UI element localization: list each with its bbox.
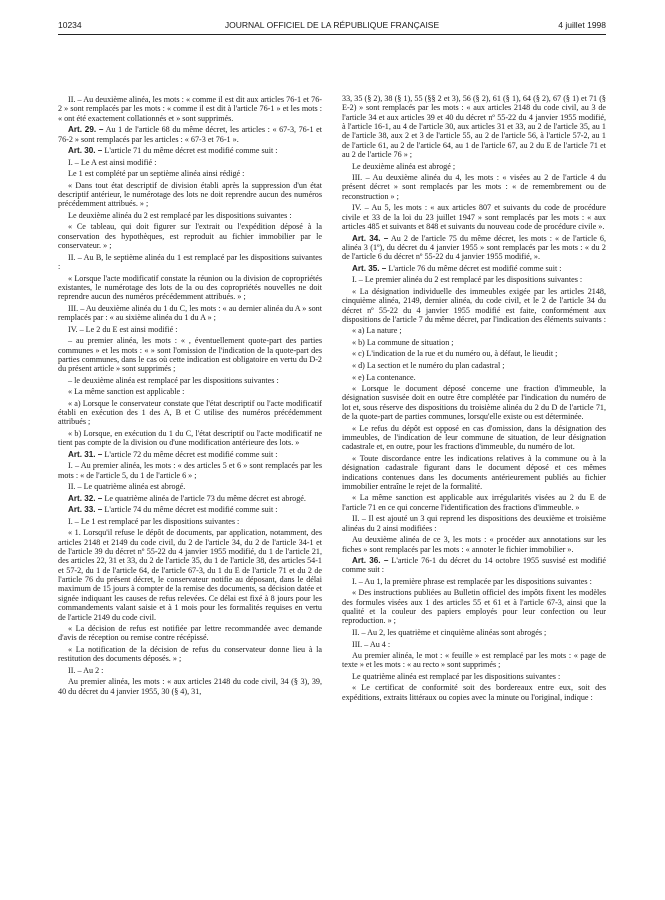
article-heading: Art. 33. – bbox=[68, 505, 103, 515]
paragraph-text: II. – Au 2 : bbox=[68, 665, 104, 675]
paragraph bbox=[58, 253, 322, 272]
paragraph bbox=[342, 424, 606, 452]
paragraph bbox=[342, 373, 606, 382]
paragraph-text: L'article 76-1 du décret du 14 octobre 1955 susvisé est modifié comme suit : bbox=[342, 556, 606, 575]
paragraph bbox=[342, 384, 606, 421]
paragraph-text: II. – Au 2, les quatrième et cinquième alinéas sont abrogés ; bbox=[352, 628, 547, 637]
paragraph-text: « Des instructions publiées au Bulletin officiel des impôts fixent les modèles des formules visées aux 1 des articles 55 et 61 et à l'article 67-3, ainsi que la qualité et la couleur des papiers employés pour leur confection ou leur reproduction. » ; bbox=[342, 588, 606, 626]
paragraph-text: I. – Au premier alinéa, les mots : « des articles 5 et 6 » sont remplacés par les mots : « de l'article 5, du 1 de l'article 6 » ; bbox=[58, 461, 322, 480]
paragraph bbox=[58, 677, 322, 696]
article-heading: Art. 31. – bbox=[68, 449, 103, 459]
paragraph-text: Au 1 de l'article 68 du même décret, les articles : « 67-3, 76-1 et 76-2 » sont remplacés par les articles : « 67-3 et 76-1 ». bbox=[58, 125, 322, 144]
paragraph-text: « Ce tableau, qui doit figurer sur l'extrait ou l'expédition déposé à la conservation des hypothèques, est reproduit au fichier immobilier par le conservateur. » ; bbox=[58, 222, 322, 251]
paragraph bbox=[58, 211, 322, 220]
paragraph bbox=[342, 326, 606, 335]
paragraph bbox=[58, 336, 322, 373]
paragraph bbox=[342, 338, 606, 347]
paragraph bbox=[342, 514, 606, 533]
left-column bbox=[58, 95, 322, 698]
paragraph-text: Le deuxième alinéa est abrogé ; bbox=[352, 161, 456, 171]
paragraph-text: III. – Au 4 : bbox=[352, 639, 391, 649]
paragraph-text: « La désignation individuelle des immeubles exigée par les articles 2148, cinquième alinéa, 2149, dernier alinéa, du code civil, et le 2 de l'article 34 du décret nº 55-22 du 4 janvier 1955 modifié est faite, conformément aux dispositions de l'article 7 du même décret, par l'indication des éléments suivants : bbox=[342, 286, 606, 324]
paragraph-text: L'article 72 du même décret est modifié comme suit : bbox=[104, 449, 278, 459]
paragraph bbox=[58, 450, 322, 459]
paragraph-text: I. – Au 1, la première phrase est remplacée par les dispositions suivantes : bbox=[352, 576, 592, 586]
paragraph-text: L'article 76 du même décret est modifié comme suit : bbox=[388, 263, 562, 273]
paragraph bbox=[342, 454, 606, 491]
paragraph bbox=[342, 203, 606, 231]
header-rule bbox=[58, 34, 606, 35]
paragraph bbox=[58, 399, 322, 427]
paragraph-text: – au premier alinéa, les mots : « , éventuellement quote-part des parties communes » et les mots : « » sont l'omission de l'indication de la quote-part des parties communes, dans le cas où cette indication est obligatoire en vertu du D-2 du présent article » sont supprimés ; bbox=[58, 336, 322, 374]
paragraph-text: I. – Le 1 est remplacé par les dispositions suivantes : bbox=[68, 516, 240, 526]
paragraph-text: L'article 74 du même décret est modifié comme suit : bbox=[104, 505, 278, 515]
paragraph-text: Le 1 est complété par un septième alinéa ainsi rédigé : bbox=[68, 169, 245, 179]
paragraph bbox=[342, 683, 606, 702]
paragraph bbox=[342, 577, 606, 586]
paragraph bbox=[342, 672, 606, 681]
paragraph bbox=[342, 234, 606, 262]
paragraph bbox=[58, 645, 322, 664]
article-heading: Art. 35. – bbox=[352, 263, 387, 273]
paragraph-text: « Toute discordance entre les indications relatives à la commune ou à la désignation cadastrale figurant dans le document déposé et ces mêmes indications contenues dans les documents antérieurement publiés au fichier immobilier entraîne le rejet de la formalité. bbox=[342, 453, 606, 491]
paragraph bbox=[58, 325, 322, 334]
paragraph-text: « Le refus du dépôt est opposé en cas d'omission, dans la désignation des immeubles, de l'indication de leur commune de situation, de leur désignation cadastrale et, en outre, pour les fractions d'immeuble, du numéro de lot. bbox=[342, 423, 606, 452]
paragraph-text: IV. – Le 2 du E est ainsi modifié : bbox=[68, 324, 178, 334]
paragraph bbox=[342, 556, 606, 575]
article-heading: Art. 29. – bbox=[68, 125, 104, 135]
paragraph bbox=[342, 628, 606, 637]
paragraph bbox=[58, 125, 322, 144]
paragraph-text: I. – Le A est ainsi modifié : bbox=[68, 157, 157, 167]
paragraph-text: II. – Il est ajouté un 3 qui reprend les dispositions des deuxième et troisième alinéas du 2 ainsi modifiées : bbox=[342, 514, 606, 533]
paragraph bbox=[58, 505, 322, 514]
paragraph-text: « Lorsque le document déposé concerne une fraction d'immeuble, la désignation susvisée doit en outre être complétée par l'indication du numéro de lot et, sous réserve des dispositions du troisième alinéa du 2 du D de l'article 71, de la quote-part de parties communes, lorsqu'elle existe ou est déterminée. bbox=[342, 384, 606, 422]
paragraph bbox=[342, 640, 606, 649]
paragraph bbox=[342, 349, 606, 358]
paragraph-text: « a) Lorsque le conservateur constate que l'état descriptif ou l'acte modificatif établi en exécution des 1 des A, B et C utilise des numéros précédemment attribués ; bbox=[58, 398, 322, 427]
paragraph-text: IV. – Au 5, les mots : « aux articles 807 et suivants du code de procédure civile et 33 de la loi du 23 juillet 1947 » sont remplacés par les mots : « aux articles 485 et suivants et 848 et suivants du nouveau code de procédure civile ». bbox=[342, 203, 606, 232]
paragraph-text: Le deuxième alinéa du 2 est remplacé par les dispositions suivantes : bbox=[68, 210, 292, 220]
journal-title: JOURNAL OFFICIEL DE LA RÉPUBLIQUE FRANÇAISE bbox=[224, 20, 440, 30]
paragraph-text: III. – Au deuxième alinéa du 1 du C, les mots : « au dernier alinéa du A » sont remplacés par : « au sixième alinéa du 1 du A » ; bbox=[58, 303, 322, 323]
article-heading: Art. 34. – bbox=[352, 233, 389, 243]
paragraph bbox=[58, 181, 322, 209]
paragraph-text: II. – Au deuxième alinéa, les mots : « comme il est dit aux articles 76-1 et 76-2 » sont remplacés par les mots : « comme il est dit à l'article 76-1 » et les mots : « ont été exactement collationnés et » sont supprimés. bbox=[58, 95, 322, 123]
paragraph bbox=[342, 361, 606, 370]
paragraph-text: « La même sanction est applicable : bbox=[68, 387, 185, 397]
issue-date: 4 juillet 1998 bbox=[558, 20, 606, 30]
paragraph bbox=[342, 493, 606, 512]
paragraph-text: « Le certificat de conformité soit des bordereaux entre eux, soit des expéditions, extraits littéraux ou copies avec la minute ou l'original, indique : bbox=[342, 683, 606, 702]
paragraph bbox=[342, 264, 606, 273]
paragraph bbox=[342, 275, 606, 284]
paragraph-text: III. – Au deuxième alinéa du 4, les mots : « visées au 2 de l'article 4 du présent décret » sont remplacés par les mots : « de remembrement ou de reconstruction » ; bbox=[342, 173, 606, 201]
paragraph bbox=[58, 146, 322, 155]
paragraph-text: « a) La nature ; bbox=[352, 326, 402, 336]
page-number: 10234 bbox=[58, 20, 82, 30]
paragraph bbox=[58, 387, 322, 396]
paragraph bbox=[342, 287, 606, 324]
paragraph-text: Au premier alinéa, les mots : « aux articles 2148 du code civil, 34 (§ 3), 39, 40 du décret du 4 janvier 1955, 30 (§ 4), 31, bbox=[58, 677, 322, 696]
article-heading: Art. 30. – bbox=[68, 146, 103, 156]
paragraph-text: « b) La commune de situation ; bbox=[352, 337, 454, 347]
paragraph bbox=[342, 535, 606, 554]
paragraph-text: « La décision de refus est notifiée par lettre recommandée avec demande d'avis de réception ou remise contre récépissé. bbox=[58, 624, 322, 643]
paragraph bbox=[58, 95, 322, 123]
right-column bbox=[342, 94, 606, 704]
paragraph-text: « La notification de la décision de refus du conservateur donne lieu à la restitution des documents déposés. » ; bbox=[58, 644, 322, 664]
paragraph-text: L'article 71 du même décret est modifié comme suit : bbox=[104, 146, 278, 156]
paragraph-text: « e) La contenance. bbox=[352, 372, 416, 382]
paragraph bbox=[342, 173, 606, 201]
paragraph-text: Le quatrième alinéa est remplacé par les dispositions suivantes : bbox=[352, 671, 561, 681]
paragraph-text: « d) La section et le numéro du plan cadastral ; bbox=[352, 361, 505, 370]
paragraph bbox=[58, 624, 322, 643]
paragraph-text: II. – Le quatrième alinéa est abrogé. bbox=[68, 482, 186, 492]
paragraph-text: Au premier alinéa, le mot : « feuille » est remplacé par les mots : « page de texte » et les mots : « au recto » sont supprimés ; bbox=[342, 651, 606, 670]
paragraph bbox=[58, 158, 322, 167]
paragraph bbox=[342, 588, 606, 625]
paragraph-text: – le deuxième alinéa est remplacé par les dispositions suivantes : bbox=[68, 375, 279, 385]
paragraph-text: « Dans tout état descriptif de division établi après la suppression d'un état descriptif antérieur, le numérotage des lots ne doit reprendre aucun des numéros précédemment attribués. » ; bbox=[58, 180, 322, 209]
paragraph bbox=[342, 162, 606, 171]
paragraph bbox=[58, 528, 322, 621]
paragraph-text: « 1. Lorsqu'il refuse le dépôt de documents, par application, notamment, des articles 2148 et 2149 du code civil, du 2 de l'article 34, du 2 de l'article 34-1 et de l'article 39 du décret nº 55-22 du 4 janvier 1955 modifié, du 1 de l'article 21, des articles 22, 31 et 33, du 2 de l'article 35, du 1 de l'article 38, des articles 54-1 et 57-2, du 1 de l'article 64, de l'article 67-3, du 1 du E de l'article 71 et du 2 de l'article 76 du présent décret, le conservateur notifie au déposant, dans le délai maximum de 15 jours à compter de la remise des documents, sa décision datée et signée indiquant les causes de refus relevées. Ce délai est fixé à 8 jours pour les commandements valant saisie et à 1 mois pour les formalités requises en vertu de l'article 2149 du code civil. bbox=[58, 528, 322, 622]
paragraph-text: II. – Au B, le septième alinéa du 1 est remplacé par les dispositions suivantes : bbox=[58, 252, 322, 271]
article-heading: Art. 36. – bbox=[352, 556, 389, 566]
paragraph bbox=[58, 517, 322, 526]
paragraph bbox=[58, 274, 322, 302]
paragraph bbox=[58, 429, 322, 448]
paragraph bbox=[342, 651, 606, 670]
paragraph-text: Le quatrième alinéa de l'article 73 du même décret est abrogé. bbox=[104, 493, 306, 503]
paragraph bbox=[58, 376, 322, 385]
paragraph bbox=[58, 494, 322, 503]
paragraph bbox=[58, 222, 322, 250]
paragraph bbox=[58, 169, 322, 178]
paragraph-text: I. – Le premier alinéa du 2 est remplacé par les dispositions suivantes : bbox=[352, 275, 583, 285]
paragraph bbox=[58, 461, 322, 480]
paragraph bbox=[58, 666, 322, 675]
paragraph-text: 33, 35 (§ 2), 38 (§ 1), 55 (§§ 2 et 3), 56 (§ 2), 61 (§ 1), 64 (§ 2), 67 (§ 1) et 71 (§ E-2) » sont remplacés par les mots : « aux articles 2148 du code civil, au 3 de l'article 34 et aux articles 39 et 40 du décret nº 55-22 du 4 janvier 1955 modifié, à l'article 16-1, au 4 de l'article 30, aux articles 31 et 33, au 2 de l'article 35, au 1 de l'article 38, aux 2 et 3 de l'article 55, au 2 de l'article 56, à l'article 57-2, au 1 de l'article 61, au 2 de l'article 64, au 1 de l'article 67, au 2 du E de l'article 71 et au 2 de l'article 76 » ; bbox=[342, 94, 606, 160]
paragraph bbox=[342, 94, 606, 159]
paragraph-text: Au deuxième alinéa de ce 3, les mots : « procéder aux annotations sur les fiches » sont remplacés par les mots : « annoter le fichier immobilier ». bbox=[342, 535, 606, 554]
paragraph-text: Au 2 de l'article 75 du même décret, les mots : « de l'article 6, alinéa 3 (1º), du décret du 4 janvier 1955 » sont remplacés par les mots : « du 2 de l'article 6 du décret nº 55-22 du 4 janvier 1955 modifié, ». bbox=[342, 233, 606, 262]
paragraph bbox=[58, 304, 322, 323]
paragraph-text: « La même sanction est applicable aux irrégularités visées au 2 du E de l'article 71 en ce qui concerne l'identification des fractions d'immeuble. » bbox=[342, 493, 606, 512]
paragraph bbox=[58, 482, 322, 491]
paragraph-text: « b) Lorsque, en exécution du 1 du C, l'état descriptif ou l'acte modificatif ne tient pas compte de la division ou d'une modification antérieure des lots. » bbox=[58, 429, 322, 448]
paragraph-text: « Lorsque l'acte modificatif constate la réunion ou la division de copropriétés existantes, le numérotage des lots de la ou des copropriétés nouvelles ne doit reprendre aucun des numéros précédemment attribués. » ; bbox=[58, 273, 322, 302]
paragraph-text: « c) L'indication de la rue et du numéro ou, à défaut, le lieudit ; bbox=[352, 349, 558, 359]
article-heading: Art. 32. – bbox=[68, 493, 103, 503]
